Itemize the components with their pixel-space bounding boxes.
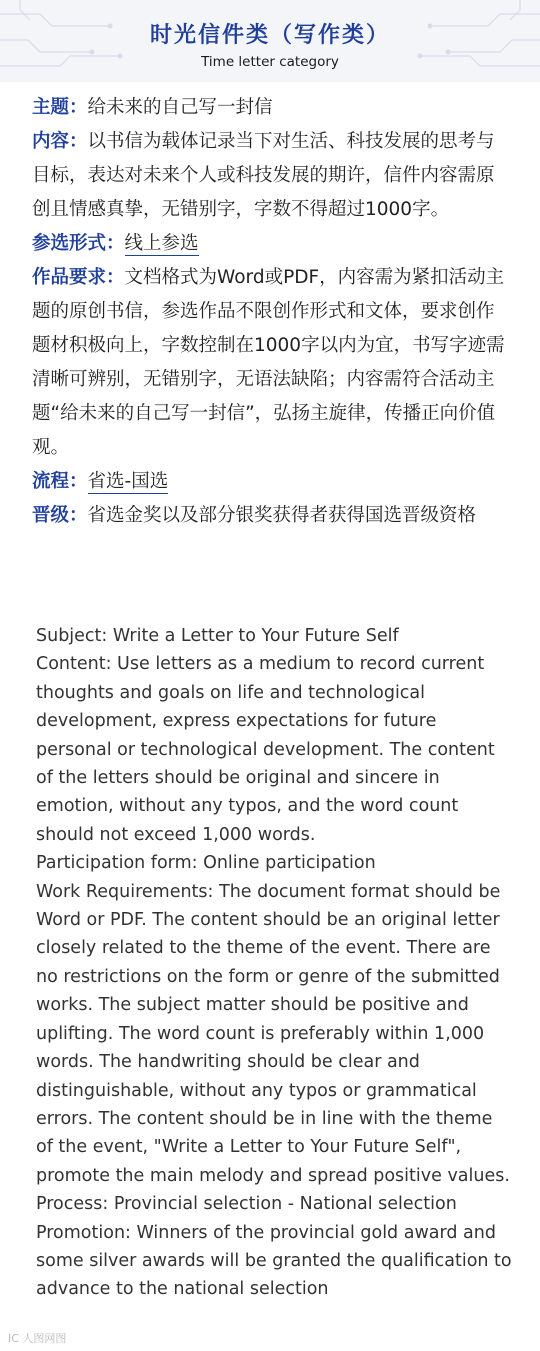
cn-form-label: 参选形式： [32,233,125,254]
title-english: Time letter category [201,54,339,70]
cn-promotion-text: 省选金奖以及部分银奖获得者获得国选晋级资格 [87,505,477,526]
cn-form-row [32,227,512,261]
title-chinese: 时光信件类（写作类） [149,23,390,48]
en-promotion: Promotion: Winners of the provincial gold award and some silver awards will be granted the qualification to advance to the national selection [36,1222,512,1300]
cn-process-label: 流程： [32,471,88,492]
cn-form-text: 线上参选 [124,233,199,254]
cn-process-row [32,465,512,499]
cn-process-text: 省选-国选 [87,471,169,492]
watermark: IC 人图网图 [8,1332,67,1345]
header-banner [0,0,540,82]
cn-content-row [32,125,512,227]
cn-requirements-row [32,261,512,465]
en-content: Content: Use letters as a medium to record current thoughts and goals on life and technological development, express expectations for future personal or technological development. The content of the letters should be original and sincere in emotion, without any typos, and the word count should not exceed 1,000 words. [36,654,495,845]
cn-promotion-label: 晋级： [32,505,88,526]
cn-subject-text: 给未来的自己写一封信 [87,97,273,118]
en-process: Process: Provincial selection - National selection [36,1194,457,1215]
cn-content-label: 内容： [32,131,88,152]
en-form: Participation form: Online participation [36,853,376,874]
english-section [36,622,514,1304]
cn-requirements-label: 作品要求： [32,267,125,288]
cn-content-text: 以书信为载体记录当下对生活、科技发展的思考与目标，表达对未来个人或科技发展的期许，信件内容需原创且情感真挚，无错别字，字数不得超过1000字。 [32,131,495,220]
en-subject: Subject: Write a Letter to Your Future Self [36,626,399,646]
cn-promotion-row [32,499,512,533]
chinese-section [32,91,512,533]
en-requirements: Work Requirements: The document format should be Word or PDF. The content should be an original letter closely related to the theme of the event. There are no restrictions on the form or genre of the submitted works. The subject matter should be positive and uplifting. The word count is preferably within 1,000 words. The handwriting should be clear and distinguishable, without any typos or grammatical errors. The content should be in line with the theme of the event, "Write a Letter to Your Future Self", promote the main melody and spread positive values. [36,881,510,1186]
cn-subject-row [32,91,512,125]
cn-requirements-text: 文档格式为Word或PDF，内容需为紧扣活动主题的原创书信，参选作品不限创作形式和文体，要求创作题材积极向上，字数控制在1000字以内为宜，书写字迹需清晰可辨别，无错别字，无语法缺陷；内容需符合活动主题“给未来的自己写一封信”，弘扬主旋律，传播正向价值观。 [32,267,505,458]
cn-subject-label: 主题： [32,97,88,118]
